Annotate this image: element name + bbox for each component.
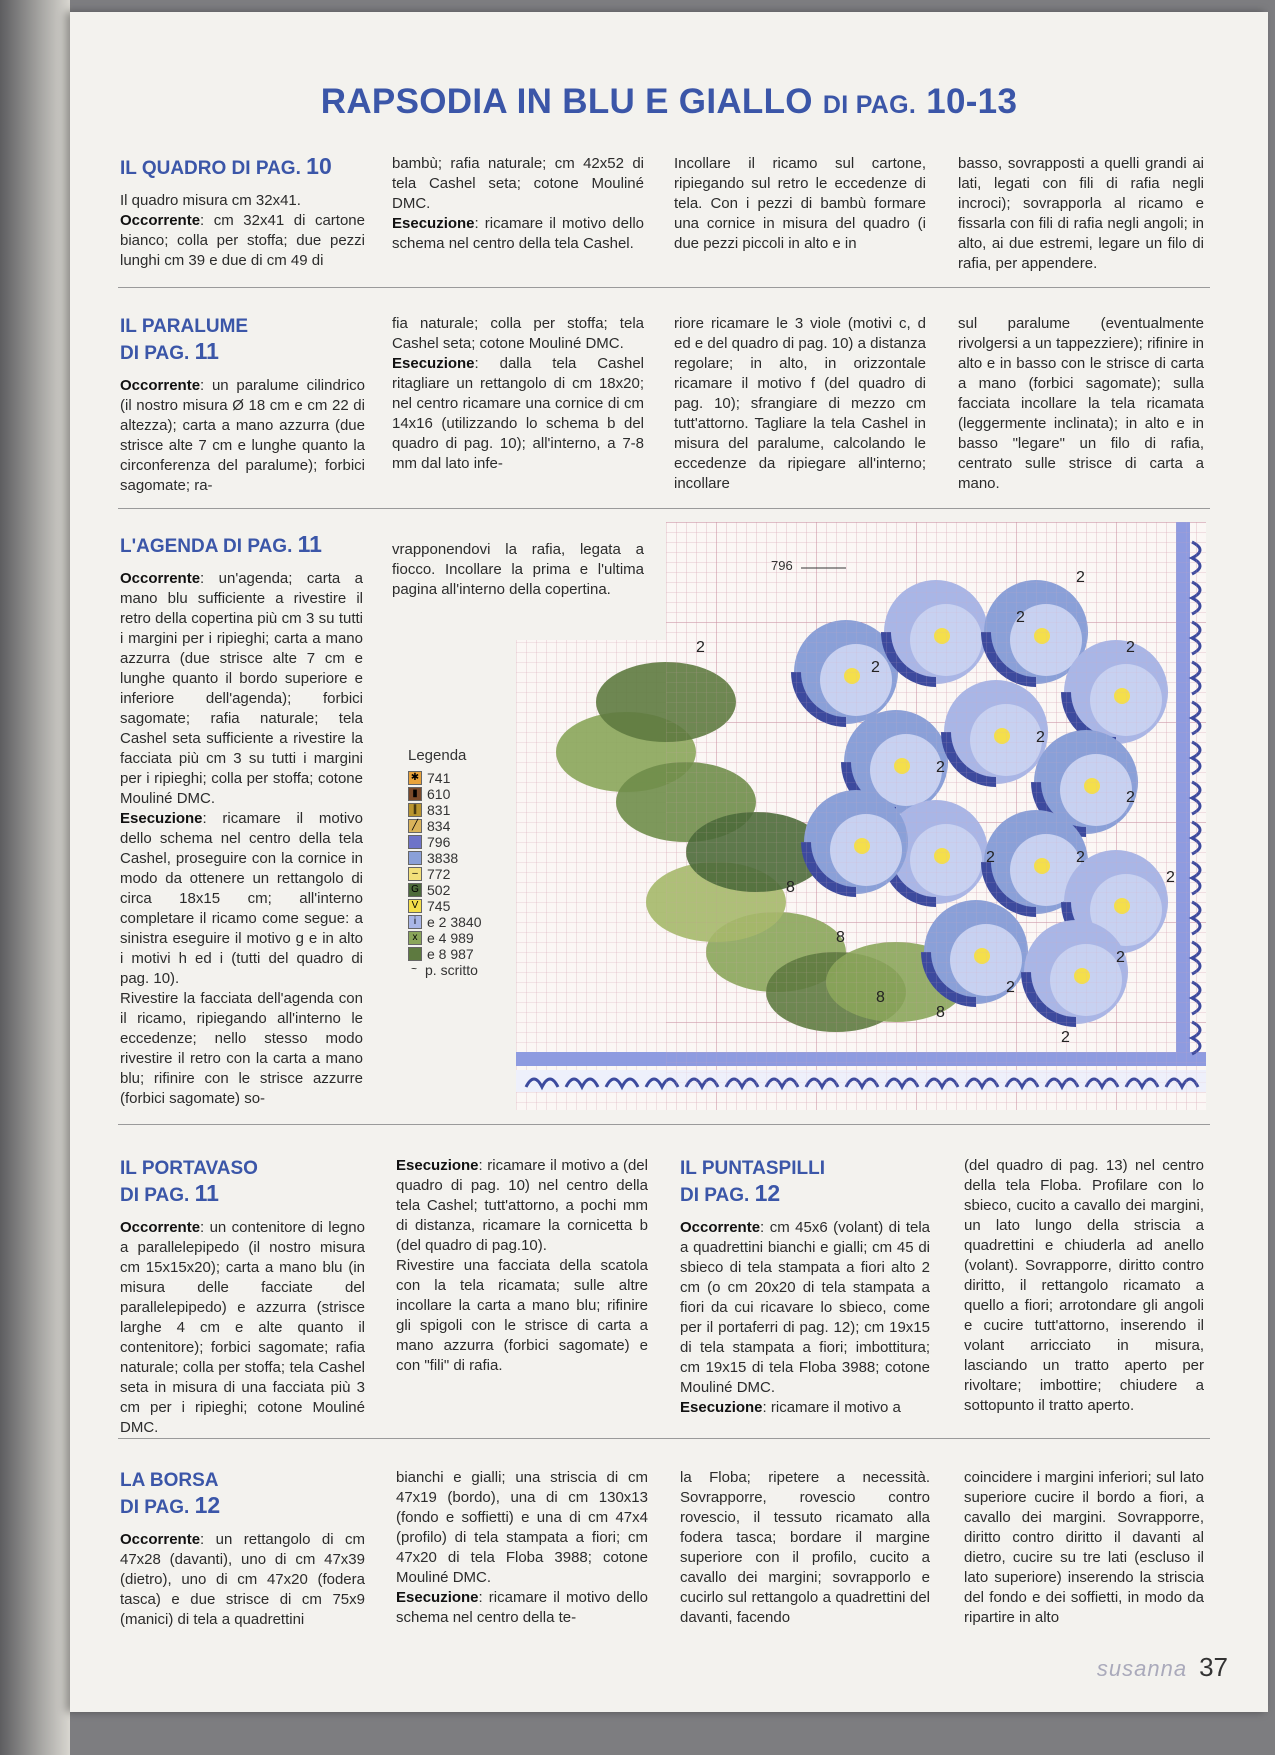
label: Esecuzione	[680, 1399, 763, 1416]
legend-label: e 4 989	[427, 930, 474, 946]
chart-number: 2	[1061, 1029, 1070, 1046]
legend-label: 831	[427, 802, 451, 818]
chart-number: 8	[836, 929, 845, 946]
text: vrapponendovi la rafia, legata a fiocco. Incollare la prima e l'ultima pagina all'interno della copertina.	[392, 541, 644, 598]
section-paralume-col2	[392, 314, 644, 474]
label: Esecuzione	[392, 355, 475, 372]
page-title: RAPSODIA IN BLU E GIALLO DI PAG. 10-13	[320, 82, 1018, 121]
section-puntaspilli-col1	[680, 1156, 930, 1418]
section-title: IL PORTAVASO DI PAG. 11	[120, 1158, 258, 1206]
chart-number: 2	[1126, 789, 1135, 806]
chart-number: 2	[1076, 849, 1085, 866]
legend-swatch: x	[408, 931, 422, 945]
text: bambù; rafia naturale; cm 42x52 di tela Cashel seta; cotone Mouliné DMC.	[392, 155, 644, 212]
grid-overlay	[666, 522, 1206, 1110]
label: Occorrente	[120, 570, 201, 587]
chart-number: 2	[1076, 569, 1085, 586]
legend-item	[408, 850, 482, 866]
label: Esecuzione	[396, 1589, 479, 1606]
section-title: IL PUNTASPILLI DI PAG. 12	[680, 1158, 825, 1206]
legend-label: 772	[427, 866, 451, 882]
text: riore ricamare le 3 viole (motivi c, d ed e del quadro di pag. 10) a distanza regolare; in alto, in orizzontale ricamare il motivo f (del quadro di pag. 10); sfrangiare di mezzo cm tutt'attorno. Tagliare la tela Cashel in misura del paralume, calcolando le eccedenze da ripiegare all'interno; incollare	[674, 315, 926, 492]
chart-code-label: 796	[771, 558, 793, 573]
text: coincidere i margini inferiori; sul lato superiore cucire il bordo a fiori, a cavallo dei margini. Sovrapporre, diritto contro diritto il davanti al dietro, cucire su tre lati (escluso il lato superiore) inserendo la striscia del fondo e dei soffietti, in modo da ripartire in alto	[964, 1469, 1204, 1626]
text: bianchi e gialli; una striscia di cm 47x19 (bordo), una di cm 130x13 (fondo e soffietti) e una di cm 47x4 (profilo) di tela stampata a fiori; cm 47x20 di tela Floba 3988; cotone Mouliné DMC.	[396, 1469, 648, 1586]
chart-number: 2	[1036, 729, 1045, 746]
section-quadro-col1	[120, 154, 365, 271]
label: Occorrente	[680, 1219, 761, 1236]
section-puntaspilli-col2	[964, 1156, 1204, 1416]
legend-label: 834	[427, 818, 451, 834]
legend-label: 796	[427, 834, 451, 850]
section-borsa-col4	[964, 1468, 1204, 1628]
text: (del quadro di pag. 13) nel centro della tela Floba. Profilare con lo sbieco, cucito a cavallo dei margini, un lato lungo della striscia a quadrettini e chiuderla ad anello (volant). Sovrapporre, diritto contro diritto, il rettangolo ricamato a quello a fiori; arrotondare gli angoli e cucire tutt'attorno, inserendo il volant arricciato in misura, lasciando un tratto aperto per rivoltare; imbottire; chiudere a sottopunto il tratto aperto.	[964, 1157, 1204, 1414]
text: : un rettangolo di cm 47x28 (davanti), uno di cm 47x39 (dietro), uno di cm 47x20 (fodera tasca) e due strisce di cm 75x9 (manici) di tela a quadrettini	[120, 1531, 365, 1628]
chart-number: 8	[786, 879, 795, 896]
section-quadro-col2	[392, 154, 644, 254]
text: : un'agenda; carta a mano blu sufficiente a rivestire il retro della copertina più cm 3 su tutti i margini per i ripieghi; carta a mano azzurra (due strisce alte 7 cm e lunghe quanto il bordo superiore e inferiore dell'agenda); forbici sagomate; rafia naturale; tela Cashel seta sufficiente a rivestire la facciata più cm 3 su tutti i margini per i ripieghi; colla per stoffa; cotone Mouliné DMC.	[120, 570, 363, 807]
label: Occorrente	[120, 377, 201, 394]
legend-swatch: ▮	[408, 787, 422, 801]
text: : ricamare il motivo a (del quadro di pag. 10) nel centro della tela Cashel; tutt'attorno, a pochi mm di distanza, ricamare la cornicetta b (del quadro di pag.10).	[396, 1157, 648, 1254]
legend	[408, 748, 482, 978]
legend-label: 610	[427, 786, 451, 802]
legend-item	[408, 770, 482, 786]
divider	[118, 508, 1210, 509]
legend-swatch: i	[408, 915, 422, 929]
text: : cm 45x6 (volant) di tela a quadrettini bianchi e gialli; cm 45 di sbieco di tela stampata a fiori alto 2 cm (o cm 20x20 di tela stampata a fiori da cui ricavare lo sbieco, come per il portaferri di pag. 12); cm 19x15 di tela stampata a fiori; imbottitura; cm 19x15 di tela Floba 3988; cotone Mouliné DMC.	[680, 1219, 930, 1396]
legend-swatch	[408, 947, 422, 961]
section-portavaso-col2	[396, 1156, 648, 1376]
chart-number: 2	[936, 759, 945, 776]
text: Il quadro misura cm 32x41.	[120, 192, 301, 209]
divider	[118, 1438, 1210, 1439]
section-borsa-col1	[120, 1468, 365, 1630]
text: Rivestire una facciata della scatola con la tela ricamata; sulle altre incollare la carta a mano blu; rifinire gli spigoli con le strisce di carta a mano azzurra (forbici sagomate) e con "fili" di rafia.	[396, 1257, 648, 1374]
legend-item	[408, 946, 482, 962]
text: la Floba; ripetere a necessità. Sovrapporre, rovescio contro rovescio, il tessuto ricamato alla fodera tasca; bordare il margine superiore con il profilo, cucito a cavallo dei margini; sovrapporlo e cucirlo sul rettangolo a quadrettini del davanti, facendo	[680, 1469, 930, 1626]
legend-label: 745	[427, 898, 451, 914]
text: : un paralume cilindrico (il nostro misura Ø 18 cm e cm 22 di altezza); carta a mano azzurra (due strisce alte 7 cm e lunghe quanto la circonferenza del paralume); forbici sagomate; ra-	[120, 377, 365, 494]
divider	[118, 1124, 1210, 1125]
text: : dalla tela Cashel ritagliare un rettangolo di cm 18x20; nel centro ricamare una cornice di cm 14x16 (utilizzando lo schema b del quadro di pag. 10); all'interno, a 7-8 mm dal lato infe-	[392, 355, 644, 472]
chart-number: 2	[1166, 869, 1175, 886]
cross-stitch-chart	[516, 522, 1206, 1110]
label: Occorrente	[120, 1219, 201, 1236]
text: Rivestire la facciata dell'agenda con il ricamo, ripiegando all'interno le eccedenze; nello stesso modo rivestire il retro con la carta a mano blu; rifinire con le strisce azzurre (forbici sagomate) so-	[120, 990, 363, 1107]
legend-label: e 2 3840	[427, 914, 482, 930]
section-agenda-col1	[120, 532, 363, 1109]
section-quadro-col4	[958, 154, 1204, 274]
legend-item	[408, 914, 482, 930]
text: : un contenitore di legno a parallelepipedo (il nostro misura cm 15x15x20); carta a mano blu (in misura delle facciate del parallelepipedo) e azzurra (strisce larghe 4 cm e alte quanto il contenitore); forbici sagomate; rafia naturale; colla per stoffa; tela Cashel seta in misura di una facciata più 3 cm per i ripieghi; cotone Mouliné DMC.	[120, 1219, 365, 1436]
chart-number: 2	[696, 639, 705, 656]
chart-number: 2	[986, 849, 995, 866]
book-spine	[0, 0, 70, 1755]
brand-logo: susanna	[1096, 1656, 1188, 1681]
text: : ricamare il motivo dello schema nel centro della tela Cashel, proseguire con la cornice in modo da ottenere un rettangolo di circa 18x15 cm; all'interno completare il ricamo come segue: a sinistra eseguire il motivo g e in alto i motivi h ed i (tutti del quadro di pag. 10).	[120, 810, 363, 987]
section-paralume-col4	[958, 314, 1204, 494]
legend-item	[408, 930, 482, 946]
legend-swatch: ✱	[408, 771, 422, 785]
section-paralume-col1	[120, 314, 365, 496]
text: Incollare il ricamo sul cartone, ripiegando sul retro le eccedenze di tela. Con i pezzi di bambù formare una cornice in misura del quadro (i due pezzi piccoli in alto e in	[674, 155, 926, 252]
legend-swatch	[408, 851, 422, 865]
text: basso, sovrapposti a quelli grandi ai lati, legati con fili di rafia negli incroci); sovrapporla al ricamo e fissarla con fili di rafia negli angoli; in alto, ai due estremi, legare un filo di rafia, per appendere.	[958, 155, 1204, 272]
text: : ricamare il motivo dello schema nel centro della tela Cashel.	[392, 215, 644, 252]
chart-number: 8	[936, 1004, 945, 1021]
legend-item	[408, 834, 482, 850]
section-title: L'AGENDA DI PAG. 11	[120, 531, 322, 557]
legend-swatch: G	[408, 883, 422, 897]
legend-swatch	[408, 835, 422, 849]
section-borsa-col3	[680, 1468, 930, 1628]
legend-label: p. scritto	[425, 962, 478, 978]
label: Esecuzione	[392, 215, 475, 232]
legend-item	[408, 882, 482, 898]
legend-label: 3838	[427, 850, 459, 866]
label: Esecuzione	[396, 1157, 479, 1174]
page-number: 37	[1199, 1652, 1228, 1682]
text: sul paralume (eventualmente rivolgersi a un tappezziere); rifinire in alto e in basso con le strisce di carta a mano (forbici sagomate); sulla facciata incollare la tela ricamata (leggermente inclinata); in alto e in basso "legare" un filo di rafia, centrato sulle strisce di carta a mano.	[958, 315, 1204, 492]
legend-item	[408, 866, 482, 882]
legend-item	[408, 818, 482, 834]
legend-swatch: ╱	[408, 819, 422, 833]
legend-label: e 8 987	[427, 946, 474, 962]
legend-swatch: –	[408, 867, 422, 881]
label: Esecuzione	[120, 810, 203, 827]
chart-number: 2	[1006, 979, 1015, 996]
label: Occorrente	[120, 1531, 201, 1548]
legend-swatch: ~	[411, 964, 417, 975]
divider	[118, 287, 1210, 288]
section-quadro-col3	[674, 154, 926, 254]
section-portavaso-col1	[120, 1156, 365, 1438]
legend-swatch: V	[408, 899, 422, 913]
legend-label: 502	[427, 882, 451, 898]
page-footer	[1097, 1652, 1228, 1683]
legend-item	[408, 898, 482, 914]
chart-number: 2	[1126, 639, 1135, 656]
chart-number: 2	[871, 659, 880, 676]
label: Occorrente	[120, 212, 201, 229]
legend-swatch: ∥	[408, 803, 422, 817]
chart-number: 2	[1016, 609, 1025, 626]
legend-item	[408, 802, 482, 818]
section-paralume-col3	[674, 314, 926, 494]
section-borsa-col2	[396, 1468, 648, 1628]
section-title: IL PARALUME DI PAG. 11	[120, 316, 249, 364]
text: : cm 32x41 di cartone bianco; colla per stoffa; due pezzi lunghi cm 39 e due di cm 49 di	[120, 212, 365, 269]
legend-title: Legenda	[408, 747, 467, 764]
legend-label: 741	[427, 770, 451, 786]
chart-number: 8	[876, 989, 885, 1006]
magazine-page	[70, 12, 1268, 1712]
text: : ricamare il motivo dello schema nel centro della te-	[396, 1589, 648, 1626]
legend-item	[408, 786, 482, 802]
legend-item	[408, 962, 482, 978]
chart-number: 2	[1116, 949, 1125, 966]
text: fia naturale; colla per stoffa; tela Cashel seta; cotone Mouliné DMC.	[392, 315, 644, 352]
text: : ricamare il motivo a	[762, 1399, 901, 1416]
section-title: LA BORSA DI PAG. 12	[120, 1470, 221, 1518]
section-title: IL QUADRO DI PAG. 10	[120, 153, 332, 179]
